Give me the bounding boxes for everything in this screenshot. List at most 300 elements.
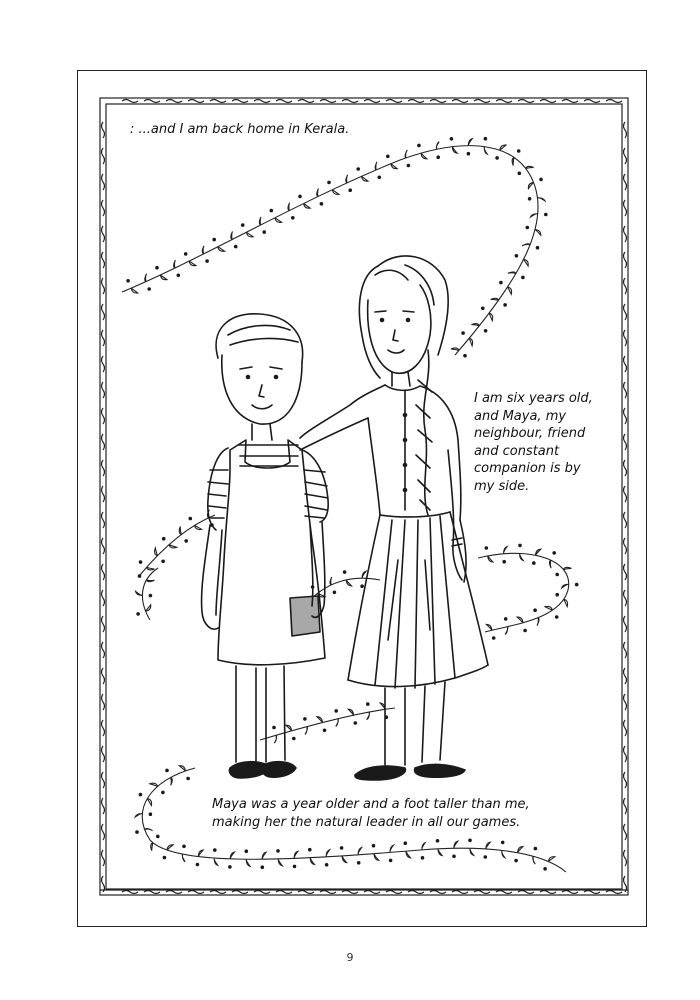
vine-dot bbox=[521, 276, 525, 280]
vine-leaf bbox=[484, 147, 487, 155]
vine-leaf bbox=[182, 854, 185, 862]
vine-dot bbox=[241, 223, 245, 227]
vine-leaf bbox=[537, 618, 539, 626]
narrator-face-outline bbox=[222, 355, 302, 424]
vine-leaf bbox=[346, 175, 348, 183]
vine-leaf bbox=[491, 298, 499, 300]
vine-leaf bbox=[518, 847, 523, 853]
vine-dot bbox=[340, 846, 344, 850]
border-squiggle bbox=[364, 100, 380, 103]
vine-dot bbox=[155, 266, 159, 270]
vine-leaf bbox=[535, 230, 541, 236]
border-squiggle bbox=[102, 746, 105, 762]
vine-dot bbox=[407, 164, 411, 168]
vine-leaf bbox=[528, 182, 533, 188]
border-squiggle bbox=[320, 891, 336, 894]
border-squiggle bbox=[624, 330, 627, 346]
vine-dot bbox=[515, 254, 519, 258]
maya-figure bbox=[300, 256, 488, 780]
vine-dot bbox=[139, 560, 143, 564]
vine-leaf bbox=[362, 571, 366, 578]
border-squiggle bbox=[624, 278, 627, 294]
vine-leaf bbox=[131, 288, 138, 293]
narrator-hair-fringe bbox=[228, 325, 290, 335]
border-squiggle bbox=[624, 200, 627, 216]
vine-dot bbox=[298, 195, 302, 199]
maya-skirt-pleats bbox=[375, 516, 455, 688]
vine-leaf bbox=[500, 145, 506, 150]
vine-leaf bbox=[198, 850, 203, 857]
vine-dot bbox=[492, 636, 496, 640]
vine-dot bbox=[135, 830, 139, 834]
vine-dot bbox=[182, 845, 186, 849]
border-squiggle bbox=[342, 891, 358, 894]
vine-leaf bbox=[262, 852, 266, 859]
border-squiggle bbox=[102, 694, 105, 710]
vine-leaf bbox=[145, 274, 147, 282]
maya-arm-lower bbox=[300, 418, 368, 450]
vine-dot bbox=[327, 181, 331, 185]
vine-leaf bbox=[550, 560, 552, 568]
caption-opening: : ...and I am back home in Kerala. bbox=[130, 122, 350, 137]
border-squiggle bbox=[102, 278, 105, 294]
vine-leaf bbox=[524, 259, 529, 266]
vine-dot bbox=[366, 702, 370, 706]
vine-leaf bbox=[422, 843, 425, 850]
vine-leaf bbox=[275, 218, 282, 223]
vine-leaf bbox=[436, 142, 439, 150]
border-squiggle bbox=[102, 122, 105, 138]
vine-leaf bbox=[310, 858, 314, 865]
border-squiggle bbox=[624, 434, 627, 450]
vine-dot bbox=[436, 839, 440, 843]
vine-dot bbox=[356, 167, 360, 171]
vine-leaf bbox=[230, 852, 234, 859]
vine-dot bbox=[533, 608, 537, 612]
border-squiggle bbox=[232, 891, 248, 894]
border-squiggle bbox=[102, 720, 105, 736]
narrator-brow-right bbox=[270, 367, 282, 369]
vine-dot bbox=[228, 865, 232, 869]
vine-dot bbox=[270, 209, 274, 213]
vine-leaf bbox=[508, 272, 516, 274]
vine-leaf bbox=[151, 843, 153, 851]
maya-eye-left bbox=[381, 319, 384, 322]
vine-dot bbox=[333, 591, 337, 595]
narrator-eye-left bbox=[247, 376, 250, 379]
vine-dot bbox=[517, 149, 521, 153]
vine-dot bbox=[378, 176, 382, 180]
vine-leaf bbox=[189, 261, 196, 266]
vine-dot bbox=[205, 259, 209, 263]
vine-dot bbox=[552, 551, 556, 555]
vine-dot bbox=[156, 835, 160, 839]
border-squiggle bbox=[474, 891, 490, 894]
vine-leaf bbox=[246, 232, 253, 237]
border-squiggle bbox=[102, 408, 105, 424]
vine-leaf bbox=[391, 164, 397, 169]
narrator-leg-left bbox=[236, 666, 256, 762]
vine-dot bbox=[518, 172, 522, 176]
page-number: 9 bbox=[346, 951, 354, 964]
vine-dot bbox=[536, 246, 540, 250]
vine-dot bbox=[543, 867, 547, 871]
vine-dot bbox=[245, 849, 249, 853]
vine-leaf bbox=[135, 814, 142, 818]
border-squiggle bbox=[102, 824, 105, 840]
vine-dot bbox=[481, 307, 485, 311]
vine-leaf bbox=[179, 527, 181, 535]
narrator-brow-left bbox=[240, 367, 252, 369]
vine-leaf bbox=[406, 851, 411, 858]
maya-leg-right bbox=[422, 682, 445, 762]
vine-leaf bbox=[160, 275, 167, 280]
border-squiggle bbox=[102, 226, 105, 242]
border-squiggle bbox=[624, 590, 627, 606]
vine-dot bbox=[149, 812, 153, 816]
border-squiggle bbox=[624, 772, 627, 788]
vine-leaf bbox=[286, 725, 292, 731]
vine-dot bbox=[523, 629, 527, 633]
border-squiggle bbox=[624, 564, 627, 580]
vine-leaf bbox=[520, 553, 524, 560]
vine-dot bbox=[138, 574, 142, 578]
vine-leaf bbox=[174, 260, 176, 268]
vine-leaf bbox=[145, 828, 153, 830]
vine-dot bbox=[502, 560, 506, 564]
maya-leg-left bbox=[385, 688, 405, 765]
vine-leaf bbox=[488, 556, 493, 562]
border-squiggle bbox=[254, 100, 270, 103]
vine-dot bbox=[484, 137, 488, 141]
vine-dot bbox=[452, 855, 456, 859]
vine-dot bbox=[421, 856, 425, 860]
vine-leaf bbox=[564, 567, 572, 569]
vine-leaf bbox=[374, 854, 379, 861]
narrator-shoe-right bbox=[261, 762, 296, 777]
narrator-leg-right bbox=[266, 666, 285, 762]
vine-leaf bbox=[536, 549, 541, 555]
vine-leaf bbox=[545, 606, 552, 610]
border-squiggle bbox=[188, 891, 204, 894]
border-squiggle bbox=[518, 891, 534, 894]
border-squiggle bbox=[102, 564, 105, 580]
border-squiggle bbox=[102, 590, 105, 606]
vine-leaf bbox=[452, 147, 457, 154]
border-squiggle bbox=[102, 460, 105, 476]
narrator-hair-line bbox=[230, 338, 298, 345]
border-squiggle bbox=[386, 100, 402, 103]
vine-dot bbox=[323, 729, 327, 733]
vine-dot bbox=[184, 252, 188, 256]
vine-dot bbox=[386, 155, 390, 159]
vine-leaf bbox=[562, 584, 569, 588]
border-squiggle bbox=[122, 100, 138, 103]
border-squiggle bbox=[624, 408, 627, 424]
vine-leaf bbox=[438, 849, 442, 856]
border-squiggle bbox=[254, 891, 270, 894]
border-squiggle bbox=[540, 891, 556, 894]
vine-leaf bbox=[259, 217, 261, 225]
vine-leaf bbox=[136, 591, 143, 595]
vine-dot bbox=[186, 777, 190, 781]
border-squiggle bbox=[624, 148, 627, 164]
border-squiggle bbox=[624, 122, 627, 138]
vine-dot bbox=[343, 570, 347, 574]
border-squiggle bbox=[102, 772, 105, 788]
border-squiggle bbox=[452, 891, 468, 894]
border-squiggle bbox=[624, 798, 627, 814]
border-squiggle bbox=[562, 100, 578, 103]
border-squiggle bbox=[624, 174, 627, 190]
border-squiggle bbox=[102, 798, 105, 814]
vine-leaf bbox=[348, 709, 353, 715]
border-squiggle bbox=[624, 304, 627, 320]
maya-brow-right bbox=[403, 311, 414, 312]
border-squiggle bbox=[408, 100, 424, 103]
vine-leaf bbox=[147, 799, 151, 806]
vine-dot bbox=[526, 226, 530, 230]
border-squiggle bbox=[102, 486, 105, 502]
narrator-figure bbox=[202, 314, 329, 778]
vine-dot bbox=[161, 560, 165, 564]
border-squiggle bbox=[496, 100, 512, 103]
vine-dot bbox=[495, 156, 499, 160]
border-squiggle bbox=[624, 642, 627, 658]
vine-dot bbox=[147, 287, 151, 291]
vine-leaf bbox=[451, 348, 459, 350]
vine-dot bbox=[348, 188, 352, 192]
border-squiggle bbox=[624, 512, 627, 528]
vine-leaf bbox=[330, 577, 332, 585]
vine-leaf bbox=[150, 783, 158, 786]
vine-dot bbox=[261, 865, 265, 869]
border-squiggle bbox=[624, 720, 627, 736]
vine-leaf bbox=[367, 712, 370, 720]
vine-dot bbox=[501, 841, 505, 845]
vine-dot bbox=[503, 303, 507, 307]
vine-leaf bbox=[533, 856, 535, 864]
vine-dot bbox=[136, 612, 140, 616]
border-squiggle bbox=[496, 891, 512, 894]
vine-dot bbox=[196, 863, 200, 867]
border-squiggle bbox=[102, 304, 105, 320]
vine-leaf bbox=[538, 198, 546, 201]
vine-leaf bbox=[336, 719, 339, 727]
vine-leaf bbox=[346, 580, 351, 586]
vine-leaf bbox=[454, 841, 458, 848]
border-squiggle bbox=[606, 891, 622, 894]
vine-leaf bbox=[517, 617, 523, 623]
border-squiggle bbox=[144, 891, 160, 894]
vine-dot bbox=[357, 861, 361, 865]
vine-leaf bbox=[179, 766, 185, 771]
border-squiggle bbox=[102, 616, 105, 632]
vine-leaf bbox=[317, 717, 323, 723]
border-squiggle bbox=[624, 382, 627, 398]
caption-closing: Maya was a year older and a foot taller than me, making her the natural leader in all our games. bbox=[212, 797, 530, 830]
border-squiggle bbox=[102, 642, 105, 658]
border-squiggle bbox=[276, 891, 292, 894]
vine-leaf bbox=[564, 599, 568, 606]
border-squiggle bbox=[624, 694, 627, 710]
vine-dot bbox=[149, 594, 153, 598]
vine-dot bbox=[292, 737, 296, 741]
maya-skirt-right bbox=[450, 512, 488, 665]
vine-dot bbox=[484, 855, 488, 859]
vine-leaf bbox=[305, 727, 307, 735]
vine-dot bbox=[308, 848, 312, 852]
vine-leaf bbox=[167, 845, 173, 850]
vine-dot bbox=[499, 281, 503, 285]
border-squiggle bbox=[624, 850, 627, 866]
vine-dot bbox=[544, 213, 548, 217]
border-squiggle bbox=[624, 616, 627, 632]
border-squiggle bbox=[624, 226, 627, 242]
vine-dot bbox=[234, 245, 238, 249]
border-squiggle bbox=[452, 100, 468, 103]
vine-dot bbox=[575, 583, 579, 587]
vine-leaf bbox=[195, 525, 202, 529]
maya-blouse-right bbox=[385, 385, 461, 520]
vine-leaf bbox=[362, 176, 369, 181]
vine-leaf bbox=[169, 545, 177, 548]
border-squiggle bbox=[276, 100, 292, 103]
border-squiggle bbox=[408, 891, 424, 894]
border-squiggle bbox=[386, 891, 402, 894]
vine-dot bbox=[468, 839, 472, 843]
vine-dot bbox=[360, 584, 364, 588]
maya-blouse-left bbox=[368, 418, 380, 515]
narrator-eye-right bbox=[275, 376, 278, 379]
vine-dot bbox=[276, 849, 280, 853]
narrator-mouth bbox=[252, 405, 272, 409]
border-squiggle bbox=[166, 100, 182, 103]
vine-leaf bbox=[489, 313, 493, 320]
border-squiggle bbox=[102, 512, 105, 528]
vine-leaf bbox=[548, 857, 555, 862]
maya-shoe-left bbox=[355, 766, 406, 780]
border-squiggle bbox=[540, 100, 556, 103]
vine-garlands bbox=[122, 137, 579, 872]
vine-dot bbox=[417, 144, 421, 148]
vine-dot bbox=[484, 329, 488, 333]
vine-leaf bbox=[486, 624, 492, 630]
maya-mouth bbox=[388, 350, 404, 353]
border-squiggle bbox=[474, 100, 490, 103]
maya-skirt-left bbox=[348, 515, 380, 680]
vine-dot bbox=[320, 202, 324, 206]
vine-leaf bbox=[274, 735, 276, 743]
vine-leaf bbox=[294, 851, 298, 858]
vine-leaf bbox=[526, 166, 534, 168]
vine-leaf bbox=[342, 856, 347, 863]
maya-hair-left bbox=[359, 266, 380, 378]
border-squiggle bbox=[430, 100, 446, 103]
border-squiggle bbox=[188, 100, 204, 103]
vine-dot bbox=[539, 178, 543, 182]
border-squiggle bbox=[102, 668, 105, 684]
vine-leaf bbox=[505, 627, 508, 635]
vine-leaf bbox=[317, 189, 319, 197]
vine-leaf bbox=[171, 777, 173, 785]
border-squiggle bbox=[624, 746, 627, 762]
maya-face-outline bbox=[368, 285, 431, 373]
border-squiggle bbox=[102, 200, 105, 216]
vine-dot bbox=[262, 230, 266, 234]
vine-leaf bbox=[471, 324, 479, 326]
vine-dot bbox=[213, 848, 217, 852]
vine-leaf bbox=[304, 204, 311, 209]
maya-skirt-hem bbox=[348, 665, 488, 687]
border-squiggle bbox=[102, 434, 105, 450]
vine-dot bbox=[303, 717, 307, 721]
vine-dot bbox=[514, 859, 518, 863]
vine-dot bbox=[467, 152, 471, 156]
vine-dot bbox=[184, 539, 188, 543]
vine-dot bbox=[518, 544, 522, 548]
border-squiggle bbox=[624, 252, 627, 268]
border-squiggle bbox=[298, 100, 314, 103]
maya-brow-left bbox=[375, 311, 386, 312]
vine-leaf bbox=[531, 214, 538, 217]
vine-leaf bbox=[246, 859, 250, 866]
vine-dot bbox=[212, 238, 216, 242]
border-squiggle bbox=[364, 891, 380, 894]
vine-leaf bbox=[468, 139, 472, 146]
vine-leaf bbox=[147, 567, 155, 570]
vine-dot bbox=[555, 593, 559, 597]
border-squiggle bbox=[102, 252, 105, 268]
border-squiggle bbox=[102, 330, 105, 346]
border-squiggle bbox=[102, 538, 105, 554]
maya-nose bbox=[393, 330, 398, 341]
border-squiggle bbox=[624, 460, 627, 476]
vine-dot bbox=[463, 354, 467, 358]
narrator-pocket bbox=[290, 596, 320, 636]
vine-dot bbox=[450, 137, 454, 141]
vine-dot bbox=[436, 155, 440, 159]
maya-neck bbox=[392, 372, 410, 386]
vine-dot bbox=[177, 274, 181, 278]
vine-leaf bbox=[218, 247, 225, 252]
vine-dot bbox=[461, 331, 465, 335]
vine-dot bbox=[165, 769, 169, 773]
vine-dot bbox=[372, 844, 376, 848]
vine-dot bbox=[354, 721, 358, 725]
border-squiggle bbox=[624, 824, 627, 840]
border-squiggle bbox=[584, 891, 600, 894]
border-squiggle bbox=[102, 174, 105, 190]
vine-dot bbox=[139, 793, 143, 797]
maya-eye-right bbox=[407, 319, 410, 322]
border-squiggle bbox=[624, 538, 627, 554]
border-squiggle bbox=[102, 356, 105, 372]
vine-dot bbox=[555, 573, 559, 577]
vine-leaf bbox=[421, 153, 427, 159]
border-squiggle bbox=[430, 891, 446, 894]
narrator-nose bbox=[259, 385, 264, 397]
border-squiggle bbox=[624, 668, 627, 684]
vine-leaf bbox=[469, 338, 472, 346]
vine-leaf bbox=[326, 850, 330, 857]
vine-dot bbox=[163, 856, 167, 860]
vine-dot bbox=[162, 537, 166, 541]
border-squiggle bbox=[298, 891, 314, 894]
vine-dot bbox=[334, 709, 338, 713]
narrator-neck bbox=[252, 424, 272, 440]
border-squiggle bbox=[166, 891, 182, 894]
